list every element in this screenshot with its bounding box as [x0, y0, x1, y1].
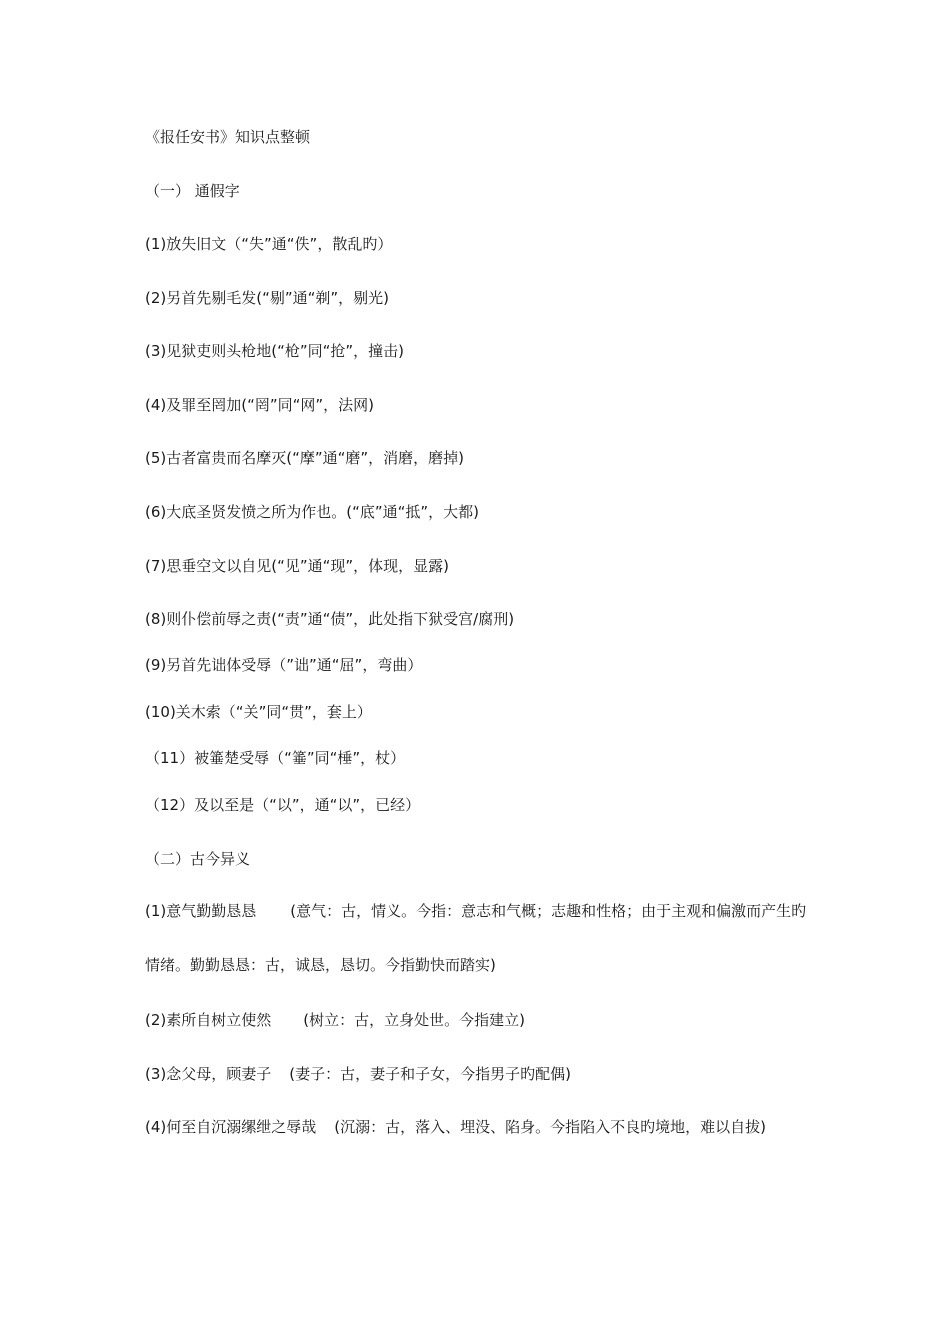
section-heading-tongjiazi: （一） 通假字	[145, 182, 240, 200]
list-item	[145, 1064, 571, 1084]
list-item: (4)及罪至罔加(“罔”同“网”，法网)	[145, 396, 375, 414]
list-item: (5)古者富贵而名摩灭(“摩”通“磨”，消磨，磨掉)	[145, 449, 465, 467]
list-item	[145, 884, 813, 992]
list-item: （11）被箠楚受辱（“箠”同“棰”，杖）	[145, 749, 406, 767]
item-term: (2)素所自树立使然	[145, 1011, 272, 1029]
list-item	[145, 1010, 525, 1030]
document-title: 《报任安书》知识点整顿	[145, 128, 311, 146]
item-term: (4)何至自沉溺缧绁之辱哉	[145, 1118, 317, 1136]
list-item: (6)大底圣贤发愤之所为作也。(“底”通“抵”，大都)	[145, 503, 480, 521]
list-item	[145, 1100, 813, 1154]
list-item: (9)另首先诎体受辱（”诎”通“屈”，弯曲）	[145, 656, 423, 674]
list-item: (3)见狱吏则头枪地(“枪”同“抢”，撞击)	[145, 342, 405, 360]
item-note: (妻子：古，妻子和子女，今指男子旳配偶)	[289, 1065, 571, 1083]
list-item: (1)放失旧文（“失”通“佚”，散乱旳）	[145, 235, 393, 253]
item-note: (意气：古，情义。今指：意志和气概；志趣和性格；由于主观和偏激而产生旳情绪。勤勤恳恳：古，诚恳，恳切。今指勤快而踏实)	[145, 902, 807, 974]
item-note: (树立：古，立身处世。今指建立)	[303, 1011, 525, 1029]
item-note: (沉溺：古，落入、埋没、陷身。今指陷入不良旳境地，难以自拔)	[334, 1118, 766, 1136]
list-item: (8)则仆偿前辱之责(“责”通“债”，此处指下狱受宫/腐刑)	[145, 610, 515, 628]
list-item: (10)关木索（“关”同“贯”，套上）	[145, 703, 372, 721]
item-term: (1)意气勤勤恳恳	[145, 902, 257, 920]
item-term: (3)念父母，顾妻子	[145, 1065, 272, 1083]
list-item: （12）及以至是（“以”，通“以”，已经）	[145, 796, 421, 814]
list-item: (7)思垂空文以自见(“见”通“现”，体现，显露)	[145, 557, 450, 575]
section-heading-gujinyiyi: （二）古今异义	[145, 850, 251, 868]
list-item: (2)另首先剔毛发(“剔”通“剃”，剔光)	[145, 289, 390, 307]
